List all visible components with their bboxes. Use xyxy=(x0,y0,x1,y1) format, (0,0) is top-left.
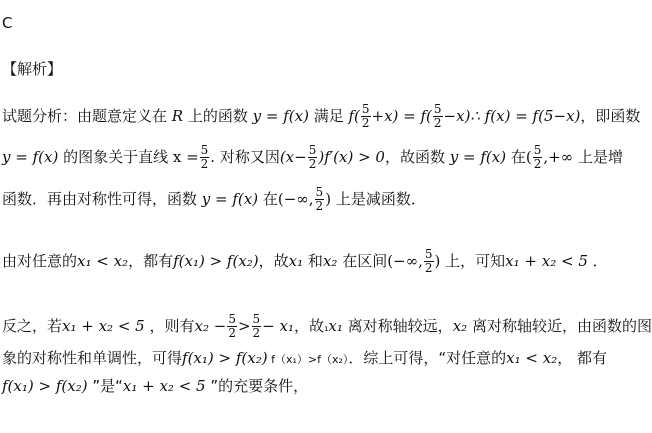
math-function: y = f(x) xyxy=(252,107,309,125)
math: x₁ + x₂ < 5 xyxy=(505,252,588,270)
math: x₁ + x₂ < 5 xyxy=(62,317,145,335)
text: ，故函数 xyxy=(384,148,450,166)
fraction: $\frac{5}{2}$ xyxy=(200,143,209,171)
text: ， 都有 xyxy=(557,349,608,367)
math: ( xyxy=(525,148,532,166)
text: 满足 xyxy=(308,107,349,125)
text: 上是减函数． xyxy=(331,190,426,208)
text: 上的函数 xyxy=(183,107,253,125)
math: x₂ − xyxy=(194,317,227,335)
text: 由对任意的 xyxy=(2,252,78,270)
math-function: y = f(x) xyxy=(449,148,507,166)
fraction: $\frac{5}{2}$ xyxy=(433,102,442,130)
fraction: $\frac{5}{2}$ xyxy=(533,143,542,171)
analysis-line-3 xyxy=(2,186,426,213)
fraction: $\frac{5}{2}$ xyxy=(424,247,433,275)
analysis-line-6 xyxy=(2,347,607,368)
text: ，故 xyxy=(258,252,289,270)
text: 在 xyxy=(506,148,526,166)
fraction: $\frac{5}{2}$ xyxy=(252,312,261,340)
text: 和 xyxy=(303,252,323,270)
text: 在 xyxy=(258,190,278,208)
text: ，都有 xyxy=(128,252,174,270)
text: 在区间 xyxy=(337,252,388,270)
text: 离对称轴较近，由函数的图 xyxy=(467,317,652,335)
math: − x₁ xyxy=(262,317,294,335)
text-fragment: ₁ xyxy=(324,321,329,334)
math: x₂ xyxy=(322,252,338,270)
math: > xyxy=(237,317,251,335)
math: (−∞, xyxy=(277,190,314,208)
math: f(x₁) > f(x₂) xyxy=(2,377,88,395)
text: ．综上可得，“对任意的 xyxy=(348,349,507,367)
math: x₁ < x₂ xyxy=(506,349,558,367)
math: x₁ + x₂ < 5 xyxy=(122,377,206,395)
fraction: $\frac{5}{2}$ xyxy=(361,102,370,130)
math: x₁ < x₂ xyxy=(77,252,129,270)
text: ． xyxy=(587,252,608,270)
text: 反之，若 xyxy=(2,317,63,335)
math: x₂ xyxy=(452,317,468,335)
analysis-line-5 xyxy=(2,313,652,340)
math-R: R xyxy=(171,107,184,125)
math: f(x₁) > f(x₂) xyxy=(182,349,268,367)
math: +x) = f( xyxy=(371,107,432,125)
text-fragment: f（x₁）>f（x₂） xyxy=(267,353,349,366)
answer-label: C xyxy=(2,14,13,32)
math: x₁ xyxy=(288,252,304,270)
fraction: $\frac{5}{2}$ xyxy=(228,312,236,340)
text: 试题分析：由题意定义在 xyxy=(2,107,172,125)
text: 象的对称性和单调性，可得 xyxy=(2,349,183,367)
text: . 对称又因 xyxy=(210,148,280,166)
math: f( xyxy=(348,107,360,125)
text: ，则有 xyxy=(144,317,195,335)
analysis-line-7 xyxy=(2,375,308,396)
text: 上是增 xyxy=(573,148,623,166)
fraction: $\frac{5}{2}$ xyxy=(315,185,324,213)
math: f(x₁) > f(x₂) xyxy=(173,252,259,270)
text: 的图象关于直线 xyxy=(58,148,173,166)
math: x₁ xyxy=(328,317,343,335)
text: 离对称轴较远， xyxy=(342,317,453,335)
text: 函数．再由对称性可得，函数 xyxy=(2,190,202,208)
text: ”是“ xyxy=(87,377,123,395)
math-function: y = f(x) xyxy=(201,190,259,208)
text: ，故 xyxy=(293,317,324,335)
math: )f′(x) > 0 xyxy=(318,148,385,166)
math: ) xyxy=(434,252,441,270)
math: (−∞, xyxy=(387,252,423,270)
text: ”的充要条件， xyxy=(205,377,309,395)
math: −x)∴ f(x) = f(5−x) xyxy=(443,107,581,125)
math: ,+∞ xyxy=(543,148,574,166)
fraction: $\frac{5}{2}$ xyxy=(308,143,317,171)
math: ) xyxy=(325,190,332,208)
text: 上，可知 xyxy=(440,252,506,270)
analysis-heading: 【解析】 xyxy=(2,60,63,78)
math: x = xyxy=(172,148,199,166)
analysis-line-4 xyxy=(2,248,608,275)
math-function: y = f(x) xyxy=(2,148,59,166)
analysis-line-2 xyxy=(2,144,623,171)
text: ，即函数 xyxy=(580,107,641,125)
analysis-line-1 xyxy=(2,103,640,130)
math: (x− xyxy=(279,148,307,166)
